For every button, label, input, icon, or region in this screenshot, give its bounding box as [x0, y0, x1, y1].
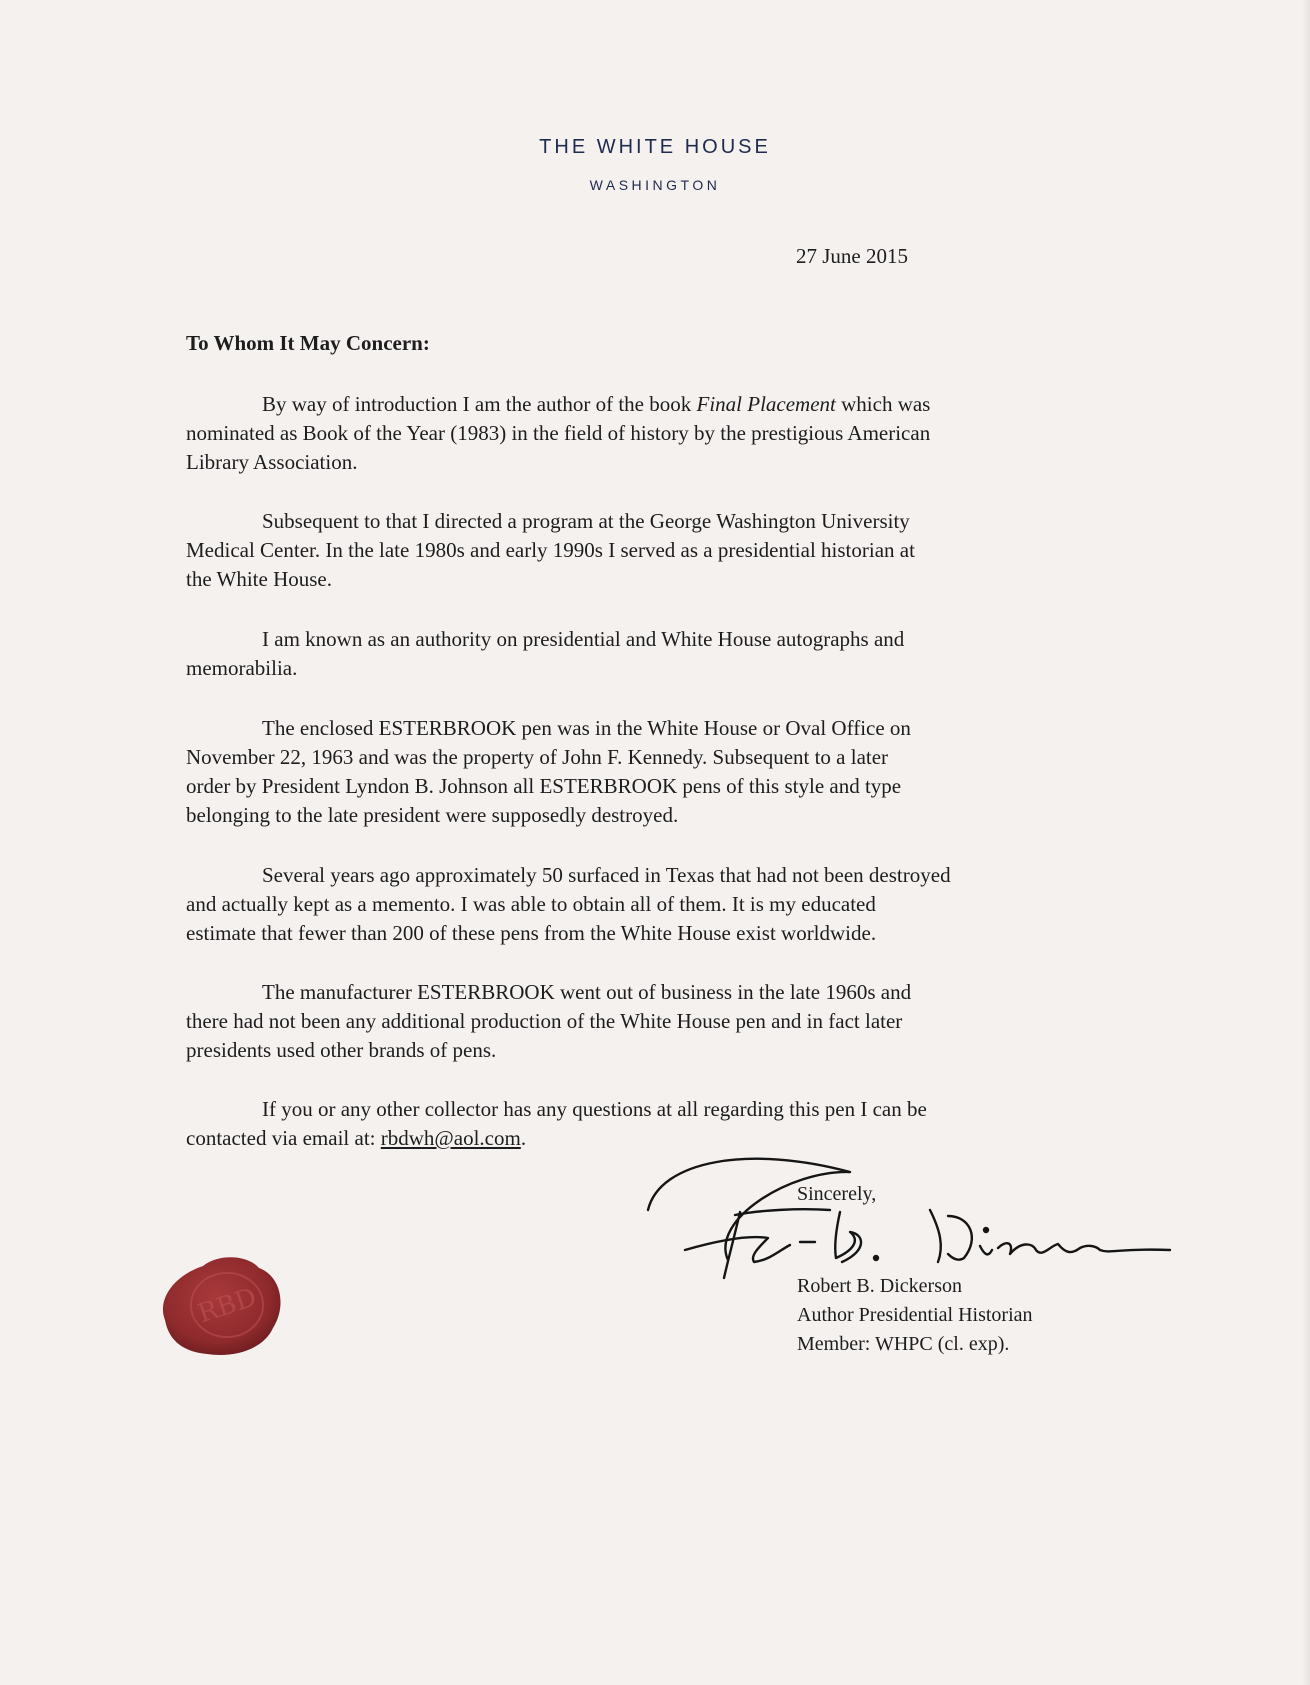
p1-text-end: which was nominated as Book of the Year (1983) in the field of history by the prestigious American Library Association.: [186, 392, 931, 474]
letterhead-title: THE WHITE HOUSE: [539, 136, 771, 158]
paragraph-introduction: [186, 390, 1106, 477]
signer-membership: Member: WHPC (cl. exp).: [797, 1333, 1010, 1355]
paragraph-career: Subsequent to that I directed a program at the George Washington University Medical Center. In the late 1980s and early 1990s I served as a presidential historian at the White House.: [186, 509, 915, 591]
salutation: To Whom It May Concern:: [186, 331, 430, 355]
book-title: Final Placement: [696, 392, 836, 416]
paragraph-pen-survival: Several years ago approximately 50 surfaced in Texas that had not been destroyed and actually kept as a memento. I was able to obtain all of them. It is my educated estimate that fewer than 200 of these pens from the White House exist worldwide.: [186, 863, 951, 945]
paragraph-authority: I am known as an authority on presidential and White House autographs and memorabilia.: [186, 627, 905, 680]
paragraph-pen-history: The enclosed ESTERBROOK pen was in the White House or Oval Office on November 22, 1963 and was the property of John F. Kennedy. Subsequent to a later order by President Lyndon B. Johnson all ESTERBROOK pens of this style and type belonging to the late president were supposedly destroyed.: [186, 716, 911, 827]
p7-text-start: If you or any other collector has any questions at all regarding this pen I can be contacted via email at:: [186, 1097, 927, 1150]
signer-title: Author Presidential Historian: [797, 1304, 1033, 1326]
closing: Sincerely,: [797, 1183, 877, 1205]
signer-name: Robert B. Dickerson: [797, 1275, 962, 1297]
paragraph-manufacturer: The manufacturer ESTERBROOK went out of business in the late 1960s and there had not been any additional production of the White House pen and in fact later presidents used other brands of pens.: [186, 980, 912, 1062]
svg-text:RBD: RBD: [194, 1282, 261, 1330]
letter-date: 27 June 2015: [796, 244, 908, 268]
paper-edge-shadow: [1302, 0, 1310, 1685]
p1-text-start: By way of introduction I am the author of the book: [262, 392, 697, 416]
paragraph-contact: [186, 1095, 1106, 1153]
email-link[interactable]: rbdwh@aol.com: [380, 1126, 521, 1150]
p7-text-end: .: [520, 1126, 527, 1150]
letterhead-subtitle: WASHINGTON: [589, 177, 721, 193]
wax-seal: [155, 1250, 289, 1360]
